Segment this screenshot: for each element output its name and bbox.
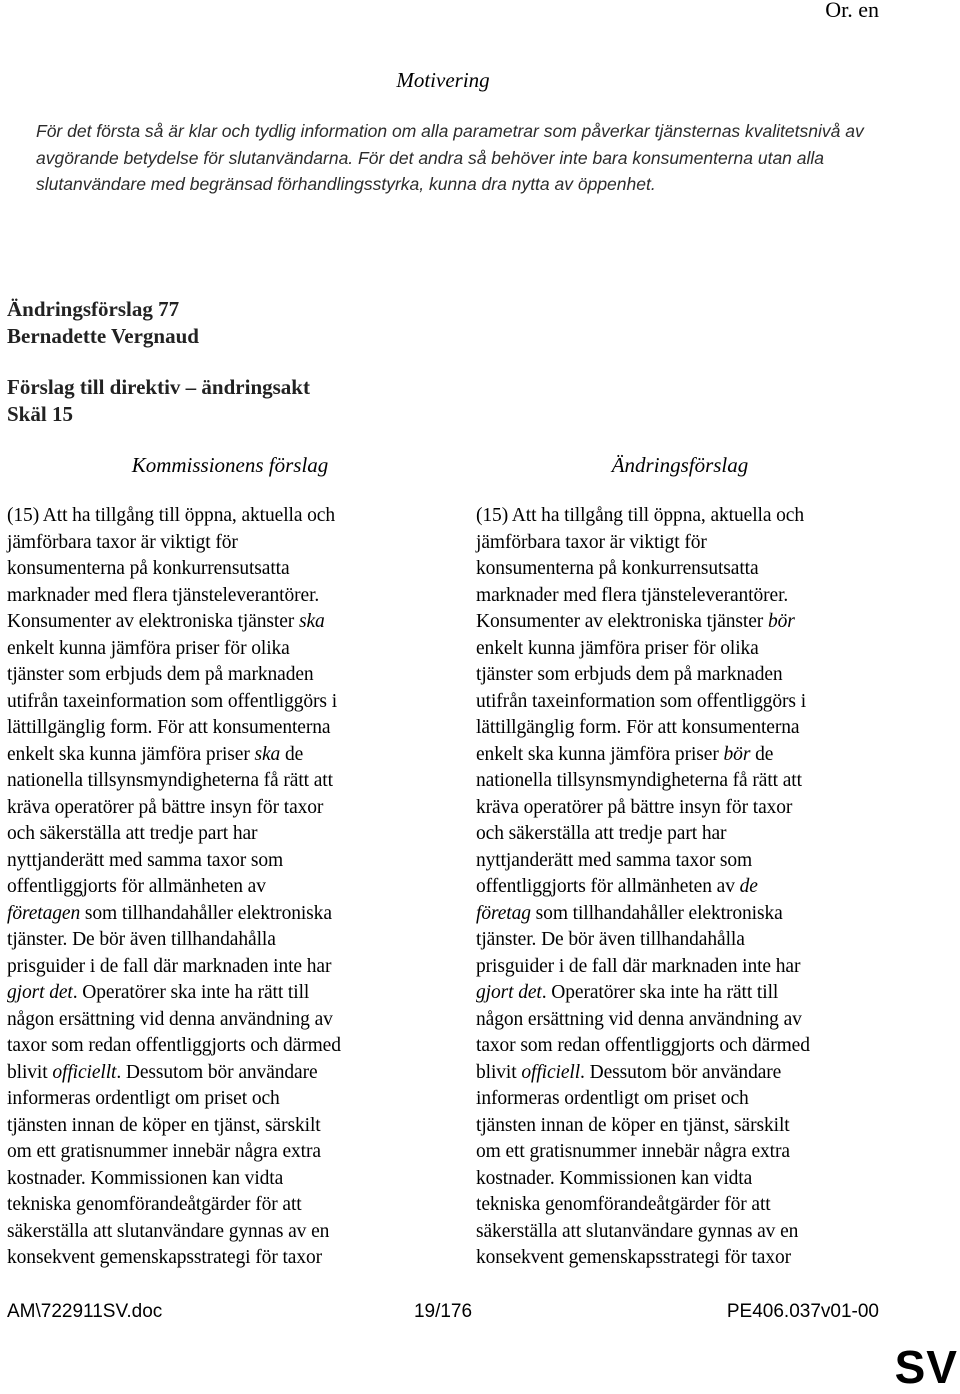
italic-text-segment: de företag bbox=[476, 876, 758, 924]
justification-text: För det första så är klar och tydlig information om alla parametrar som påverkar tjänsternas kvalitetsnivå av avgörande betydelse för slutanvändarna. För det andra så behöver inte bara konsumenterna utan alla slutanvändare med begränsad förhandlingsstyrka, kunna dra nytta av öppenhet. bbox=[36, 121, 864, 194]
text-segment: (15) Att ha tillgång till öppna, aktuella och jämförbara taxor är viktigt för konsumenterna på konkurrensutsatta marknader med flera tjänsteleverantörer. Konsumenter av elektroniska tjänster bbox=[476, 505, 805, 632]
original-language-label: Or. en bbox=[825, 0, 879, 22]
amendment-author: Bernadette Vergnaud bbox=[7, 323, 199, 348]
italic-text-segment: gjort det bbox=[7, 982, 73, 1003]
italic-text-segment: gjort det bbox=[476, 982, 542, 1003]
proposal-title: Förslag till direktiv – ändringsakt bbox=[7, 375, 310, 399]
italic-text-segment: ska bbox=[298, 611, 325, 632]
amendment-heading bbox=[7, 296, 199, 349]
text-segment: de nationella tillsynsmyndigheterna få rätt att kräva operatörer på bättre insyn för taxor och säkerställa att tredje part har nyttjanderätt med samma taxor som offentliggjorts för allmänheten av bbox=[476, 743, 802, 897]
text-segment: (15) Att ha tillgång till öppna, aktuella och jämförbara taxor är viktigt för konsumenterna på konkurrensutsatta marknader med flera tjänsteleverantörer. Konsumenter av elektroniska tjänster bbox=[7, 505, 336, 632]
pe-reference: PE406.037v01-00 bbox=[726, 1301, 879, 1322]
italic-text-segment: bör bbox=[767, 611, 795, 632]
text-segment: enkelt kunna jämföra priser för olika tjänster som erbjuds dem på marknaden utifrån taxeinformation som offentliggörs i lättillgänglig form. För att konsumenterna enkelt ska kunna jämföra priser bbox=[7, 637, 338, 765]
italic-text-segment: bör bbox=[723, 743, 751, 765]
text-segment: . Dessutom bör användare informeras ordentligt om priset och tjänsten innan de köper en tjänst, särskilt om ett gratisnummer innebär några extra kostnader. Kommissionen kan vidta tekniska genomförandeåtgärder för att säkerställa att slutanvändare gynnas av en konsekvent gemenskapsstrategi för taxor bbox=[476, 1061, 799, 1268]
commission-proposal-text bbox=[7, 503, 427, 1272]
language-code: SV bbox=[894, 1341, 958, 1393]
justification-title: Motivering bbox=[396, 68, 490, 92]
amendment-column-header: Ändringsförslag bbox=[611, 453, 749, 477]
amendment-number: Ändringsförslag 77 bbox=[7, 297, 180, 321]
amendment-meta bbox=[7, 374, 310, 427]
text-segment: som tillhandahåller elektroniska tjänster. De bör även tillhandahålla prisguider i de fall där marknaden inte har bbox=[7, 902, 332, 977]
page-number: 19/176 bbox=[413, 1301, 473, 1322]
text-segment: de nationella tillsynsmyndigheterna få rätt att kräva operatörer på bättre insyn för taxor och säkerställa att tredje part har nyttjanderätt med samma taxor som offentliggjorts för allmänheten av bbox=[7, 743, 333, 897]
document-reference: AM\722911SV.doc bbox=[7, 1301, 163, 1322]
text-segment: enkelt kunna jämföra priser för olika tjänster som erbjuds dem på marknaden utifrån taxeinformation som offentliggörs i lättillgänglig form. För att konsumenterna enkelt ska kunna jämföra priser bbox=[476, 637, 807, 765]
text-segment: . Operatörer ska inte ha rätt till någon ersättning vid denna användning av taxor som redan offentliggjorts och därmed blivit bbox=[7, 982, 341, 1083]
text-segment: som tillhandahåller elektroniska tjänster. De bör även tillhandahålla prisguider i de fall där marknaden inte har bbox=[476, 902, 801, 977]
italic-text-segment: ska bbox=[254, 743, 281, 765]
italic-text-segment: officiell bbox=[521, 1061, 581, 1083]
recital-reference: Skäl 15 bbox=[7, 401, 73, 426]
amendment-text bbox=[476, 503, 896, 1272]
text-segment: . Operatörer ska inte ha rätt till någon ersättning vid denna användning av taxor som redan offentliggjorts och därmed blivit bbox=[476, 982, 810, 1083]
italic-text-segment: officiellt bbox=[52, 1061, 117, 1083]
text-segment: . Dessutom bör användare informeras ordentligt om priset och tjänsten innan de köper en tjänst, särskilt om ett gratisnummer innebär några extra kostnader. Kommissionen kan vidta tekniska genomförandeåtgärder för att säkerställa att slutanvändare gynnas av en konsekvent gemenskapsstrategi för taxor bbox=[7, 1061, 330, 1268]
commission-proposal-header: Kommissionens förslag bbox=[131, 453, 329, 477]
italic-text-segment: företagen bbox=[7, 902, 81, 924]
